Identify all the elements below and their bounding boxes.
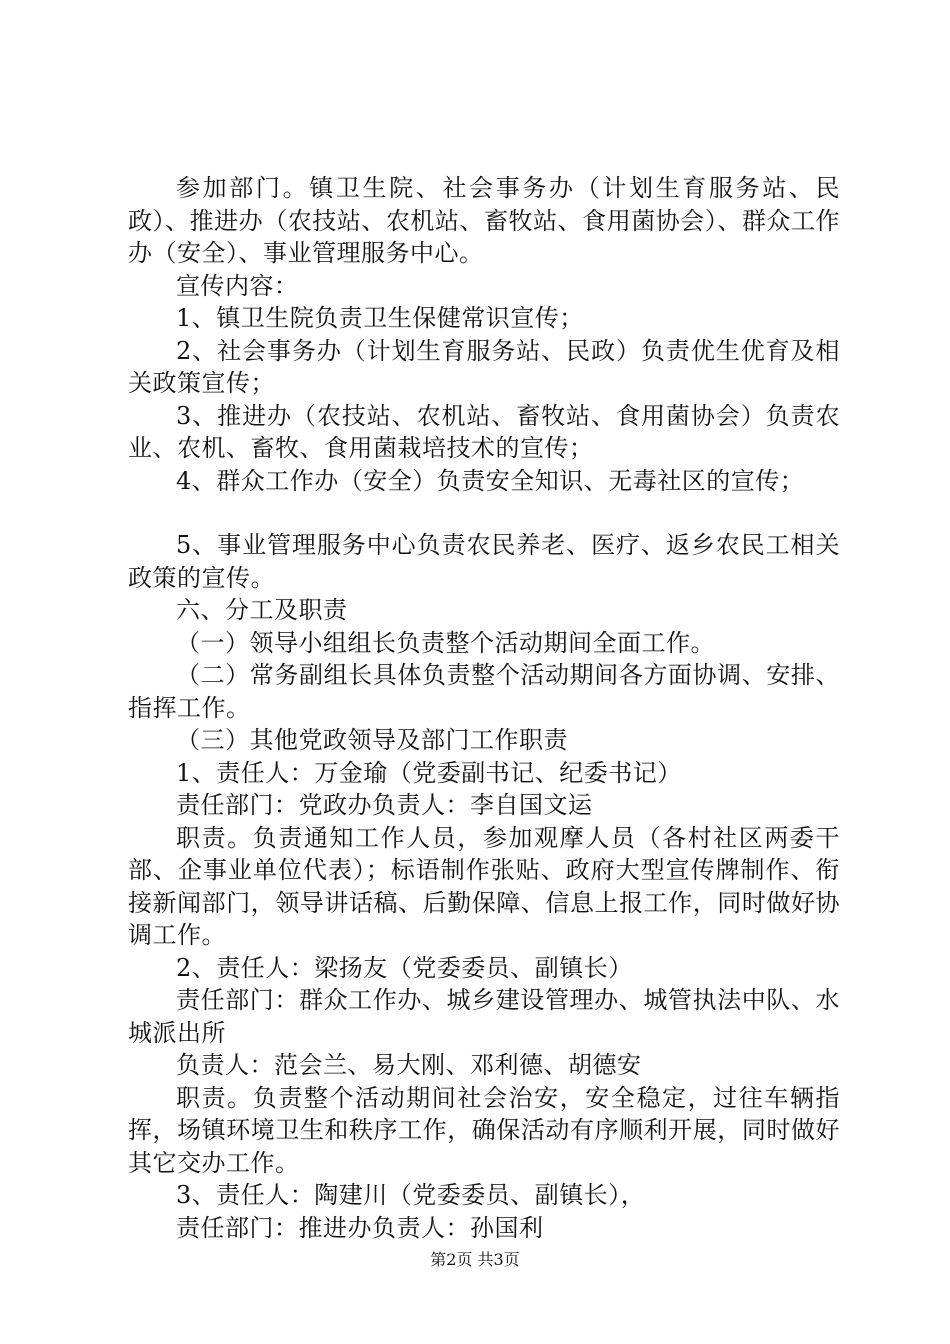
paragraph-item-4: 4、群众工作办（安全）负责安全知识、无毒社区的宣传； [176,466,805,495]
paragraph-responsible-department-3: 责任部门：推进办负责人：孙国利 [176,1213,544,1242]
paragraph-item-2: 2、社会事务办（计划生育服务站、民政）负责优生优育及相关政策宣传； [128,336,840,397]
paragraph-other-leaders-heading: （三）其他党政领导及部门工作职责 [176,726,568,754]
paragraph-item-1: 1、镇卫生院负责卫生保健常识宣传； [176,304,584,332]
paragraph-responsible-department-2: 责任部门：群众工作办、城乡建设管理办、城管执法中队、水城派出所 [128,986,840,1047]
paragraph-item-3: 3、推进办（农技站、农机站、畜牧站、食用菌协会）负责农业、农机、畜牧、食用菌栽培技术的宣传； [128,401,840,462]
paragraph-item-5: 5、事业管理服务中心负责农民养老、医疗、返乡农民工相关政策的宣传。 [128,531,840,592]
paragraph-participating-departments: 参加部门。镇卫生院、社会事务办（计划生育服务站、民政）、推进办（农技站、农机站、畜牧站、食用菌协会）、群众工作办（安全）、事业管理服务中心。 [128,174,840,267]
paragraph-leader-duty: （一）领导小组组长负责整个活动期间全面工作。 [176,628,715,657]
paragraph-responsible-person-2: 2、责任人：梁扬友（党委委员、副镇长） [176,953,633,982]
document-body [128,172,840,1244]
paragraph-responsible-person-1: 1、责任人：万金瑜（党委副书记、纪委书记） [176,758,682,787]
paragraph-persons-in-charge-2: 负责人：范会兰、易大刚、邓利德、胡德安 [176,1051,642,1079]
paragraph-duties-1: 职责。负责通知工作人员，参加观摩人员（各村社区两委干部、企事业单位代表）；标语制作张贴、政府大型宣传牌制作、衔接新闻部门，领导讲话稿、后勤保障、信息上报工作，同时做好协调工作。 [128,823,840,949]
page-number-footer: 第2页 共3页 [430,1250,520,1269]
paragraph-responsible-person-3: 3、责任人：陶建川（党委委员、副镇长）， [176,1181,646,1209]
paragraph-responsible-department-1: 责任部门：党政办负责人：李自国文运 [176,791,593,819]
blank-line [128,497,840,529]
paragraph-publicity-content-heading: 宣传内容： [176,271,299,300]
paragraph-duties-2: 职责。负责整个活动期间社会治安，安全稳定，过往车辆指挥，场镇环境卫生和秩序工作，确保活动有序顺利开展，同时做好其它交办工作。 [128,1083,840,1177]
section-heading-division-of-duties: 六、分工及职责 [176,596,348,624]
paragraph-deputy-leader-duty: （二）常务副组长具体负责整个活动期间各方面协调、安排、指挥工作。 [128,661,840,722]
